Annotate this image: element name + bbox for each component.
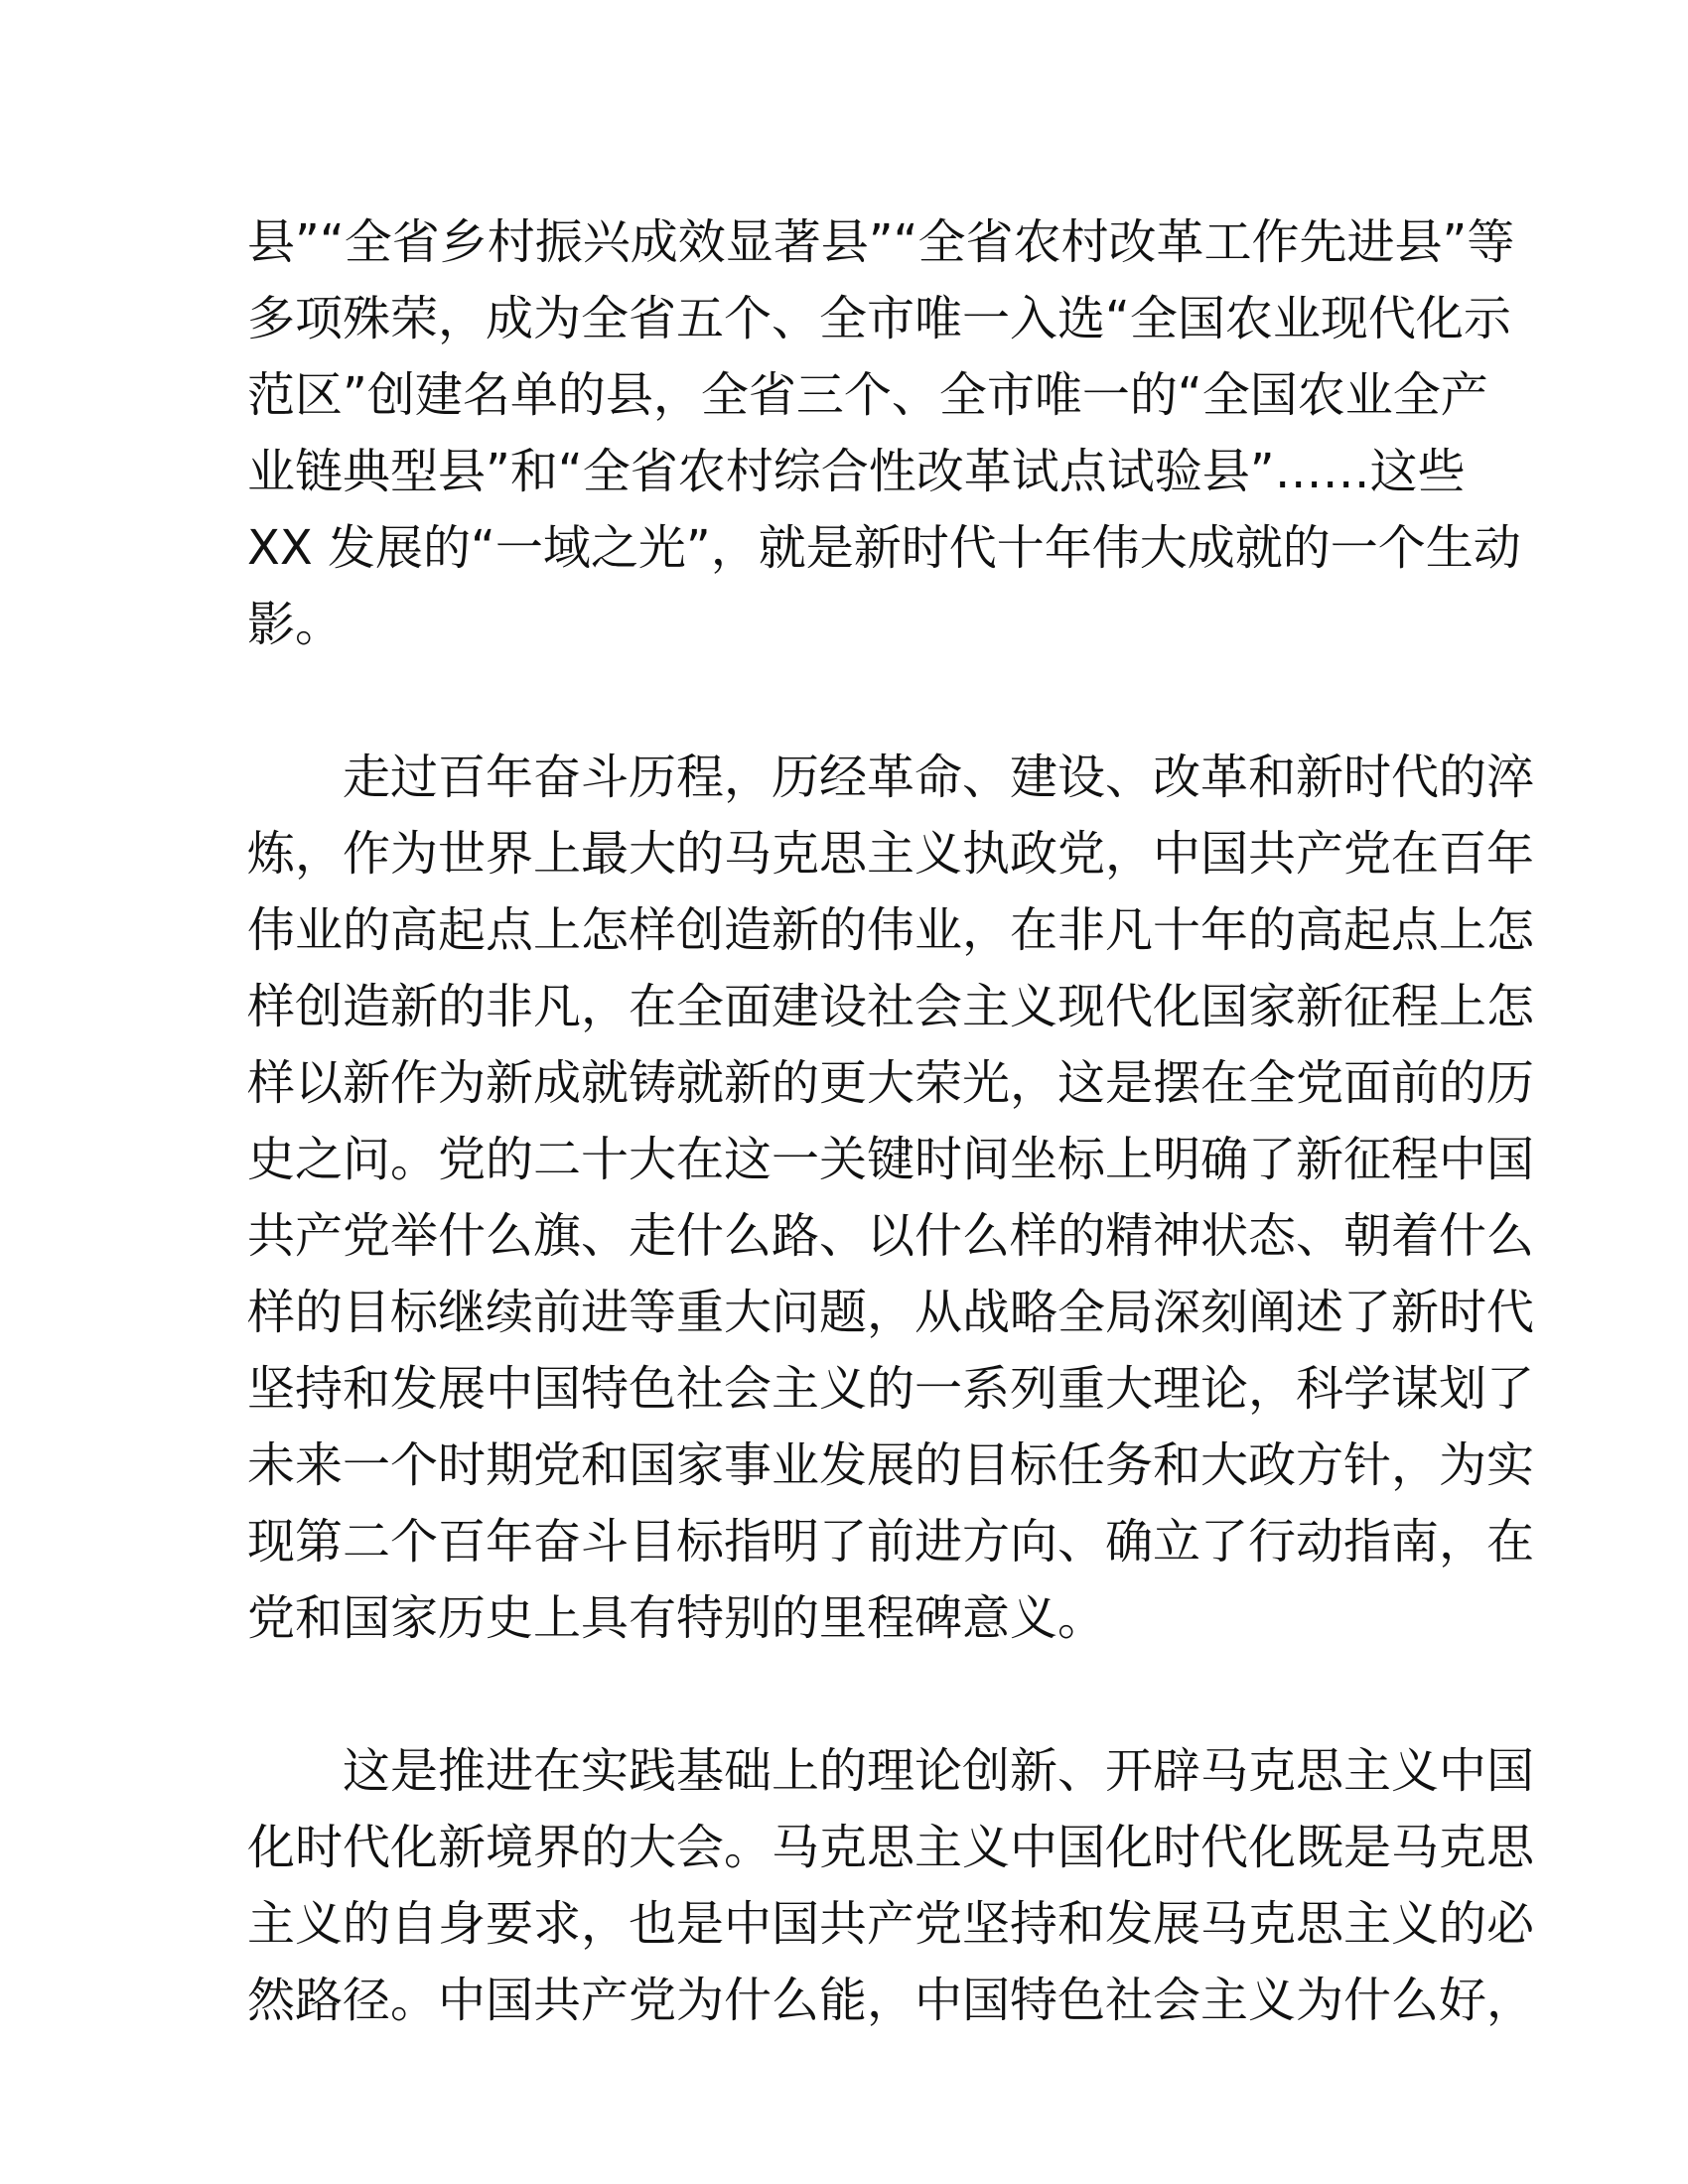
text-line: 样创造新的非凡，在全面建设社会主义现代化国家新征程上怎 [247,979,1535,1034]
text-line: 这是推进在实践基础上的理论创新、开辟马克思主义中国 [247,1743,1535,1799]
text-line: 样以新作为新成就铸就新的更大荣光，这是摆在全党面前的历 [247,1055,1535,1111]
text-line: 多项殊荣，成为全省五个、全市唯一入选“全国农业现代化示 [247,291,1511,346]
paragraph-spacer [247,1657,1439,1733]
text-line: 影。 [247,597,344,652]
text-line: 党和国家历史上具有特别的里程碑意义。 [247,1590,1106,1646]
text-line: 主义的自身要求，也是中国共产党坚持和发展马克思主义的必 [247,1896,1535,1952]
text-line: 史之问。党的二十大在这一关键时间坐标上明确了新征程中国 [247,1132,1535,1187]
document-body [247,205,1535,2039]
text-line: 共产党举什么旗、走什么路、以什么样的精神状态、朝着什么 [247,1208,1535,1264]
text-line: 现第二个百年奋斗目标指明了前进方向、确立了行动指南，在 [247,1514,1535,1570]
text-line: 走过百年奋斗历程，历经革命、建设、改革和新时代的淬 [247,750,1535,805]
text-line: 化时代化新境界的大会。马克思主义中国化时代化既是马克思 [247,1820,1535,1875]
text-line: XX 发展的“一域之光”，就是新时代十年伟大成就的一个生动 [247,520,1521,576]
paragraph-spacer [247,663,1439,740]
text-line: 样的目标继续前进等重大问题，从战略全局深刻阐述了新时代 [247,1285,1535,1340]
text-line: 业链典型县”和“全省农村综合性改革试点试验县”……这些 [247,444,1466,499]
paragraph-3 [247,1733,1535,2039]
paragraph-2 [247,740,1535,1657]
paragraph-1 [247,205,1521,663]
text-line: 炼，作为世界上最大的马克思主义执政党，中国共产党在百年 [247,826,1535,882]
text-line: 然路径。中国共产党为什么能，中国特色社会主义为什么好， [247,1973,1535,2028]
text-line: 县”“全省乡村振兴成效显著县”“全省农村改革工作先进县”等 [247,214,1515,270]
text-line: 伟业的高起点上怎样创造新的伟业，在非凡十年的高起点上怎 [247,902,1535,958]
text-line: 未来一个时期党和国家事业发展的目标任务和大政方针，为实 [247,1437,1535,1493]
text-line: 范区”创建名单的县，全省三个、全市唯一的“全国农业全产 [247,367,1488,423]
text-line: 坚持和发展中国特色社会主义的一系列重大理论，科学谋划了 [247,1361,1535,1417]
